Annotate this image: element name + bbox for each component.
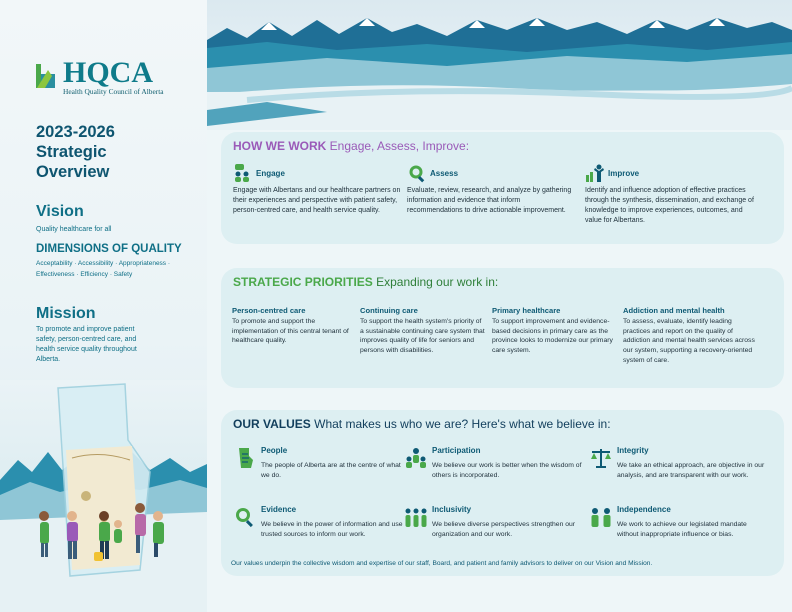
alberta-card-icon: [233, 446, 257, 470]
improve-column: [585, 162, 755, 226]
search-icon: [233, 505, 257, 529]
logo-subtitle: Health Quality Council of Alberta: [63, 87, 164, 96]
mission-text: To promote and improve patient safety, person-centred care, and health service quality throughout Alberta.: [36, 326, 137, 363]
page-title: [36, 122, 115, 182]
values-footer: Our values underpin the collective wisdom and expertise of our staff, Board, and patient and family advisors to deliver on our Vision and Mission.: [231, 560, 653, 567]
value-independence: [589, 505, 759, 561]
logo-text: HQCA: [63, 56, 153, 89]
value-title: Evidence: [261, 505, 297, 514]
priority-title: Addiction and mental health: [623, 306, 725, 315]
engage-title: Engage: [256, 168, 285, 178]
priority-addiction-mental-health: [623, 306, 755, 366]
priority-primary-healthcare: [492, 306, 617, 356]
value-title: Participation: [432, 446, 481, 455]
title-line: 2023-2026: [36, 123, 115, 141]
value-integrity: [589, 446, 765, 502]
value-participation: [404, 446, 582, 502]
assess-text: Evaluate, review, research, and analyze by gathering information and evidence that inform recommendations to drive actionable improvement.: [407, 187, 572, 214]
strategic-priorities-panel: [221, 268, 784, 388]
value-text: The people of Alberta are at the centre of what we do.: [261, 462, 401, 479]
value-text: We believe our work is better when the wisdom of others is incorporated.: [432, 462, 582, 479]
title-line: Strategic: [36, 143, 107, 161]
assess-column: [407, 162, 577, 216]
improve-title: Improve: [608, 168, 640, 178]
value-people: [233, 446, 403, 502]
growth-person-icon: [585, 163, 605, 183]
priority-text: To promote and support the implementation of this central tenant of healthcare quality.: [232, 318, 349, 345]
engage-text: Engage with Albertans and our healthcare partners on their experiences and perspective with patient safety, person-centred care, and health service quality.: [233, 187, 401, 214]
heading-rest: What makes us who we are? Here's what we believe in:: [310, 417, 611, 431]
scales-icon: [589, 446, 613, 470]
sidebar: [0, 0, 207, 612]
engage-column: [233, 162, 403, 216]
alberta-leaf-icon: [36, 60, 60, 90]
value-title: Integrity: [617, 446, 649, 455]
mountain-banner-illustration: [207, 0, 792, 130]
dimensions-heading: DIMENSIONS OF QUALITY: [36, 243, 182, 255]
value-title: Independence: [617, 505, 671, 514]
magnifier-icon: [407, 163, 427, 183]
value-text: We believe in the power of information and use trusted sources to inform our work.: [261, 521, 403, 538]
group-icon: [404, 446, 428, 470]
priority-continuing-care: [360, 306, 485, 356]
heading-rest: Expanding our work in:: [372, 275, 499, 289]
value-title: Inclusivity: [432, 505, 472, 514]
title-line: Overview: [36, 163, 110, 181]
priority-title: Continuing care: [360, 306, 418, 315]
value-title: People: [261, 446, 288, 455]
heading-strong: STRATEGIC PRIORITIES: [233, 275, 373, 289]
priority-text: To support improvement and evidence-based decisions in primary care as the province looks to modernize our primary care system.: [492, 318, 613, 355]
priority-text: To assess, evaluate, identify leading practices and report on the quality of addiction and mental health services across our system, supporting a recovery-oriented system of care.: [623, 318, 755, 364]
strategic-priorities-heading: [233, 275, 498, 289]
heading-strong: OUR VALUES: [233, 417, 311, 431]
hqca-logo: [36, 58, 176, 98]
priority-person-centred-care: [232, 306, 357, 346]
value-evidence: [233, 505, 403, 561]
heading-rest: Engage, Assess, Improve:: [326, 139, 470, 153]
dimensions-text: Acceptability · Accessibility · Appropriateness · Effectiveness · Efficiency · Safety: [36, 260, 171, 278]
priority-title: Primary healthcare: [492, 306, 561, 315]
how-we-work-heading: [233, 139, 469, 153]
value-inclusivity: [404, 505, 574, 561]
assess-title: Assess: [430, 168, 459, 178]
mission-heading: Mission: [36, 305, 96, 322]
our-values-heading: [233, 417, 611, 431]
people-talking-icon: [233, 163, 253, 183]
how-we-work-panel: [221, 132, 784, 244]
diverse-people-icon: [404, 505, 428, 529]
vision-text: Quality healthcare for all: [36, 226, 112, 233]
vision-heading: Vision: [36, 203, 84, 220]
value-text: We work to achieve our legislated mandate without inappropriate influence or bias.: [617, 521, 747, 538]
heading-strong: HOW WE WORK: [233, 139, 327, 153]
people-around-alberta-illustration: [0, 380, 207, 612]
priority-text: To support the health system's priority of a sustainable continuing care system that improves quality of life for seniors and persons with disabilities.: [360, 318, 485, 355]
priority-title: Person-centred care: [232, 306, 306, 315]
value-text: We believe diverse perspectives strengthen our organization and our work.: [432, 521, 576, 538]
value-text: We take an ethical approach, are objective in our analysis, and are transparent with our work.: [617, 462, 765, 479]
individuals-icon: [589, 505, 613, 529]
our-values-panel: [221, 410, 784, 576]
improve-text: Identify and influence adoption of effective practices through the synthesis, dissemination, and exchange of knowledge to improve experiences, outcomes, and value for Albertans.: [585, 187, 754, 224]
